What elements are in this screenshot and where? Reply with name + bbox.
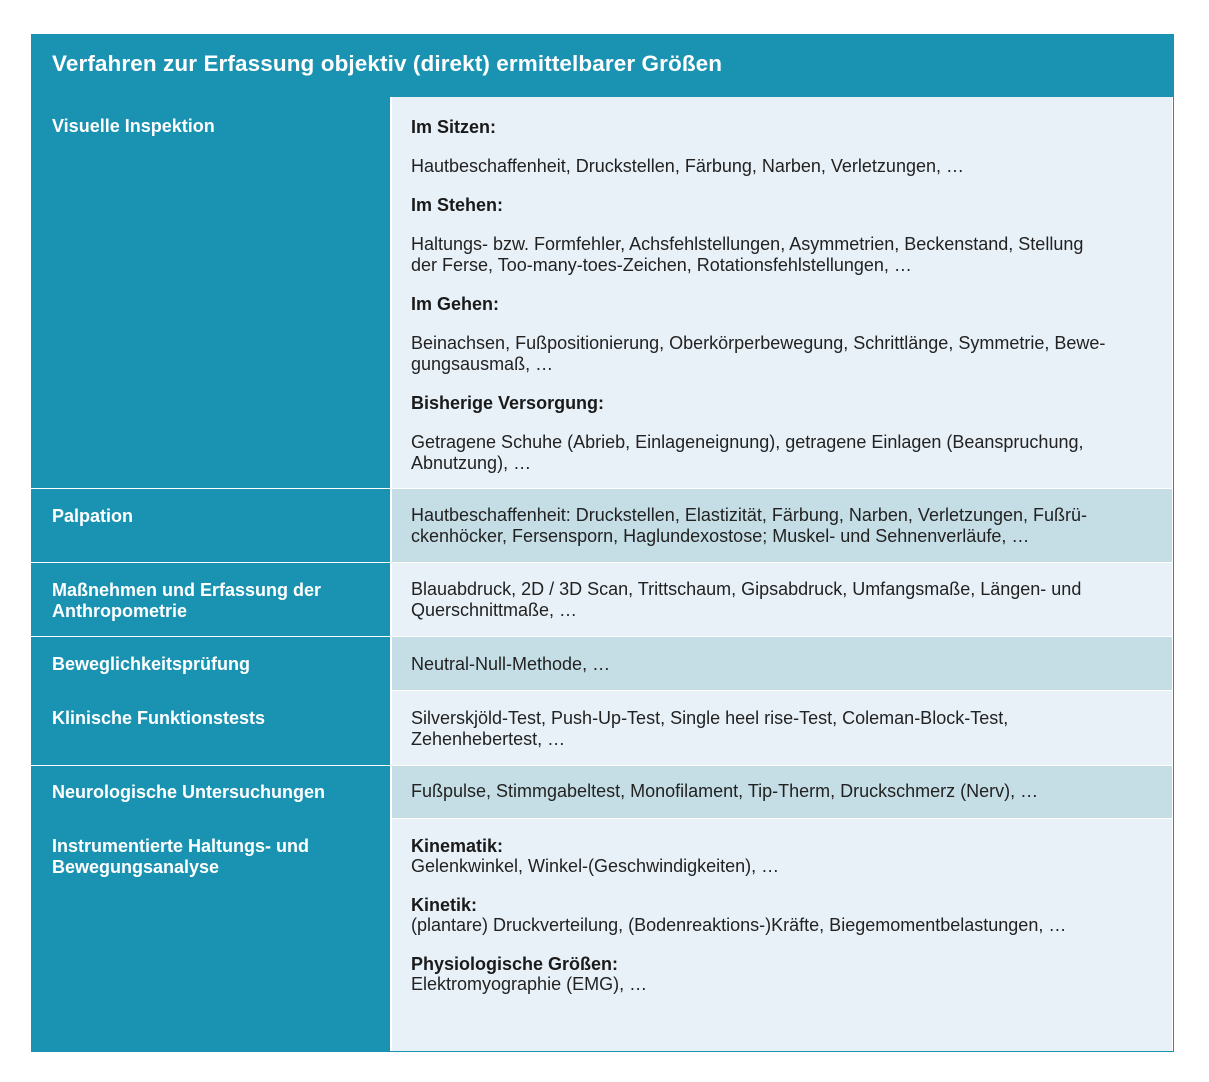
mass-content [392,563,1172,636]
instr-kinematik-text: Gelenkwinkel, Winkel-(Geschwindigkeiten), … [411,856,780,876]
visuelle-sitzen-heading: Im Sitzen: [411,117,497,137]
instr-kinematik-heading: Kinematik: [411,836,504,856]
instr-physiologisch-text: Elektromyographie (EMG), … [411,974,648,994]
palpation-text-2: ckenhöcker, Fersensporn, Haglundexostose; Muskel- und Sehnenverläufe, … [411,526,1030,546]
visuelle-versorgung-text-2: Abnutzung), … [411,453,532,473]
beweglich-text: Neutral-Null-Methode, … [411,654,611,674]
instr-kinetik-heading: Kinetik: [411,895,478,915]
klinisch-text-1: Silverskjöld-Test, Push-Up-Test, Single heel rise-Test, Coleman-Block-Test, [411,708,1009,728]
visuelle-stehen-heading: Im Stehen: [411,195,504,215]
mass-text-1: Blauabdruck, 2D / 3D Scan, Trittschaum, Gipsabdruck, Umfangsmaße, Längen- und [411,579,1082,599]
visuelle-sitzen-text: Hautbeschaffenheit, Druckstellen, Färbung, Narben, Verletzungen, … [411,156,964,176]
visuelle-gehen-text-1: Beinachsen, Fußpositionierung, Oberkörperbewegung, Schrittlänge, Symmetrie, Bewe- [411,333,1106,353]
label-neurologische-untersuchungen: Neurologische Untersuchungen [52,782,326,802]
label-massnehmen-2: Anthropometrie [52,601,187,621]
label-klinische-funktionstests: Klinische Funktionstests [52,708,266,728]
visuelle-versorgung-heading: Bisherige Versorgung: [411,393,605,413]
table-frame [31,34,1174,1052]
visuelle-stehen-text-1: Haltungs- bzw. Formfehler, Achsfehlstellungen, Asymmetrien, Beckenstand, Stellung [411,234,1084,254]
visuelle-content [392,97,1172,488]
label-massnehmen-1: Maßnehmen und Erfassung der [52,580,322,600]
beweglich-content [392,637,1172,690]
table-bottom-border [390,1051,1174,1052]
instr-content [392,819,1172,1051]
palpation-content [392,489,1172,562]
table-right-border [1173,97,1174,1052]
instr-physiologisch-heading: Physiologische Größen: [411,954,619,974]
visuelle-gehen-heading: Im Gehen: [411,294,500,314]
label-beweglichkeitspruefung: Beweglichkeitsprüfung [52,654,251,674]
label-visuelle-inspektion: Visuelle Inspektion [52,116,215,136]
neuro-content [392,766,1172,818]
klinisch-content [392,691,1172,765]
instr-kinetik-text: (plantare) Druckverteilung, (Bodenreaktions-)Kräfte, Biegemomentbelastungen, … [411,915,1067,935]
label-instrumentierte-2: Bewegungsanalyse [52,857,220,877]
mass-text-2: Querschnittmaße, … [411,600,578,620]
neuro-text: Fußpulse, Stimmgabeltest, Monofilament, Tip-Therm, Druckschmerz (Nerv), … [411,781,1039,801]
label-column [31,97,390,1052]
label-palpation: Palpation [52,506,134,526]
visuelle-stehen-text-2: der Ferse, Too-many-toes-Zeichen, Rotationsfehlstellungen, … [411,255,912,275]
klinisch-text-2: Zehenhebertest, … [411,729,566,749]
table-title: Verfahren zur Erfassung objektiv (direkt) ermittelbarer Größen [52,51,723,76]
table-header [31,34,1174,97]
visuelle-versorgung-text-1: Getragene Schuhe (Abrieb, Einlageneignung), getragene Einlagen (Beanspruchung, [411,432,1084,452]
visuelle-gehen-text-2: gungsausmaß, … [411,354,554,374]
palpation-text-1: Hautbeschaffenheit: Druckstellen, Elastizität, Färbung, Narben, Verletzungen, Fußrü- [411,505,1088,525]
label-instrumentierte-1: Instrumentierte Haltungs- und [52,836,310,856]
